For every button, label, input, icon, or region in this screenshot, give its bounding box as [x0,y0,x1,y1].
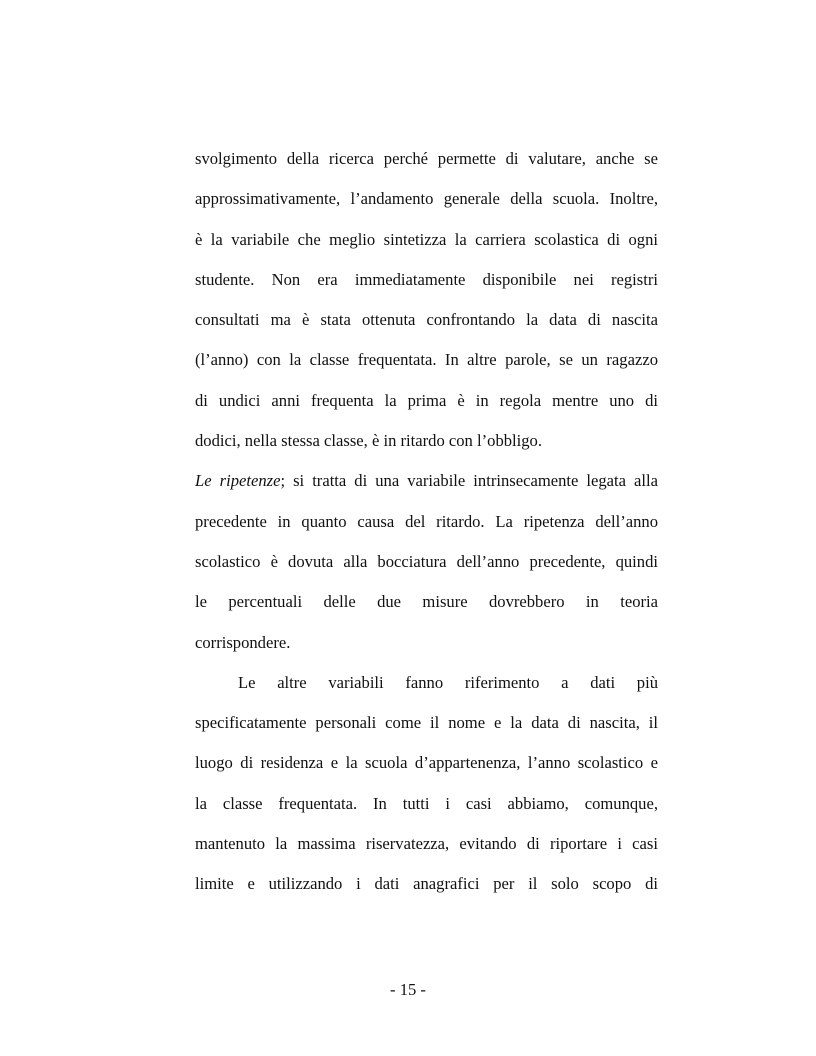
text-line: le percentuali delle due misure dovrebbero in teoria [195,592,658,612]
text-line: specificatamente personali come il nome e la data di nascita, il [195,713,658,733]
text-line: luogo di residenza e la scuola d’appartenenza, l’anno scolastico e [195,753,658,773]
text-line: è la variabile che meglio sintetizza la carriera scolastica di ogni [195,229,658,249]
text-line: mantenuto la massima riservatezza, evitando di riportare i casi [195,834,658,854]
text-line: di undici anni frequenta la prima è in regola mentre uno di [195,390,658,410]
text-line: (l’anno) con la classe frequentata. In altre parole, se un ragazzo [195,350,658,370]
text-span: ; si tratta di una variabile intrinsecamente legata alla [280,471,658,491]
paragraph-3 [195,669,658,911]
text-line: precedente in quanto causa del ritardo. La ripetenza dell’anno [195,511,658,531]
text-line: Le altre variabili fanno riferimento a dati più [238,672,658,692]
body-text [195,145,658,911]
paragraph-2 [195,467,658,668]
text-line: corrispondere. [195,632,291,652]
text-line: dodici, nella stessa classe, è in ritardo con l’obbligo. [195,431,542,451]
italic-term: Le ripetenze [195,471,281,491]
page-number: - 15 - [390,980,426,999]
text-line [195,467,658,507]
text-line: consultati ma è stata ottenuta confrontando la data di nascita [195,310,658,330]
text-line: la classe frequentata. In tutti i casi abbiamo, comunque, [195,793,658,813]
paragraph-1 [195,145,658,467]
text-line: limite e utilizzando i dati anagrafici per il solo scopo di [195,874,658,894]
text-line: scolastico è dovuta alla bocciatura dell’anno precedente, quindi [195,551,658,571]
text-line: approssimativamente, l’andamento generale della scuola. Inoltre, [195,189,658,209]
text-line: svolgimento della ricerca perché permette di valutare, anche se [195,149,658,168]
text-line: studente. Non era immediatamente disponibile nei registri [195,269,658,289]
